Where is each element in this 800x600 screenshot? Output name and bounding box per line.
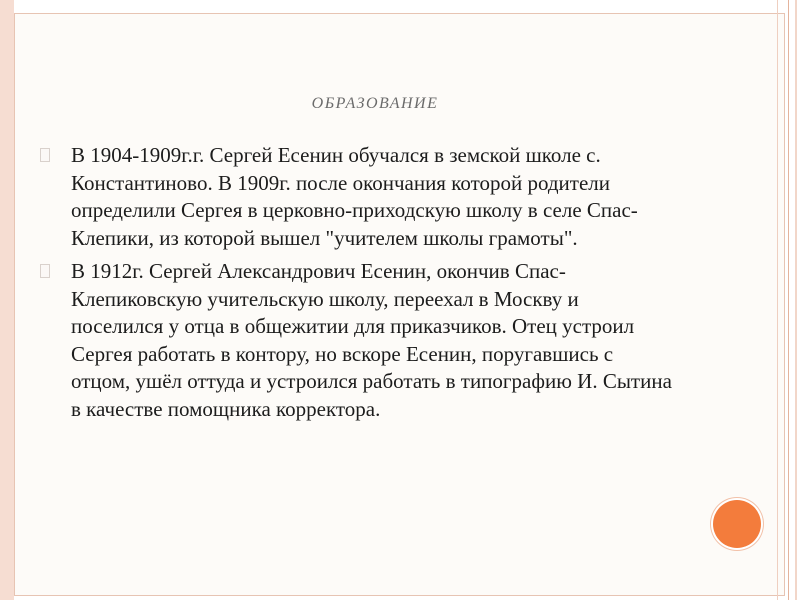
bullet-text: В 1904-1909г.г. Сергей Есенин обучался в земской школе с. Константиново. В 1909г. после окончания которой родители определили Сергея в церковно-приходскую школу в селе Спас-Клепики, из которой вышел "учителем школы грамоты". [71,143,638,250]
right-decorative-line-inner [777,0,778,600]
bullet-item [40,142,675,252]
right-decorative-line-outer [788,0,789,600]
bullet-text: В 1912г. Сергей Александрович Есенин, окончив Спас-Клепиковскую учительскую школу, переехал в Москву и поселился у отца в общежитии для приказчиков. Отец устроил Сергея работать в контору, но вскоре Есенин, поругавшись с отцом, ушёл оттуда и устроился работать в типографию И. Сытина в качестве помощника корректора. [71,259,672,421]
bullet-marker-icon [40,148,50,162]
bullet-item [40,258,675,423]
bullet-marker-icon [40,264,50,278]
slide-title: ОБРАЗОВАНИЕ [311,95,439,112]
bullet-list [40,142,675,429]
right-decorative-line-far [795,0,797,600]
orange-circle-icon [713,500,761,548]
left-decorative-band [0,0,14,600]
